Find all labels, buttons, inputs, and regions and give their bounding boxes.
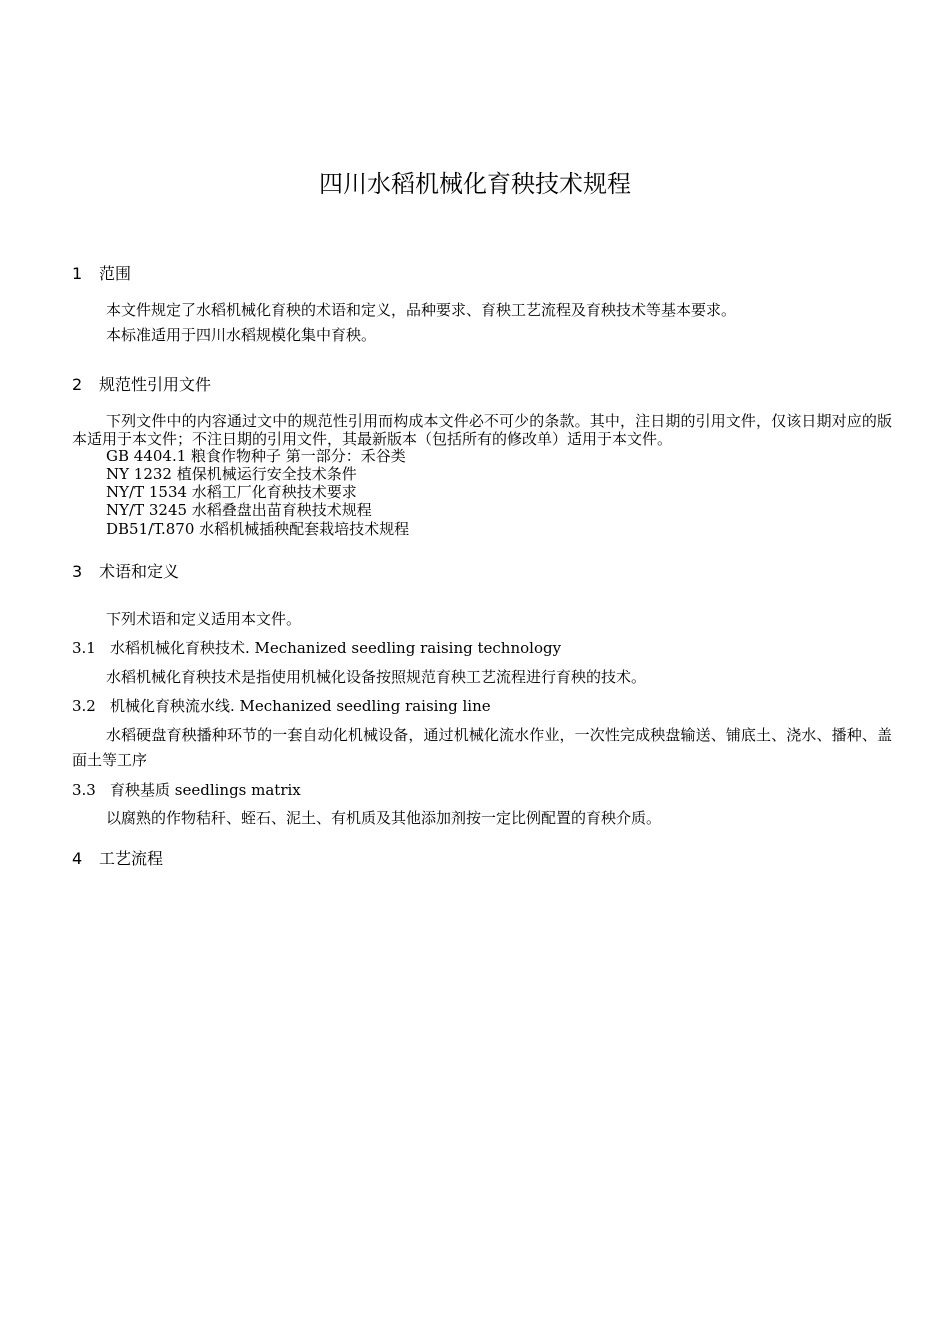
section-title: 工艺流程 (99, 849, 164, 868)
section-heading-process (72, 848, 163, 870)
term-heading (72, 781, 301, 800)
term-definition: 水稻硬盘育秧播种环节的一套自动化机械设备，通过机械化流水作业，一次性完成秧盘输送、铺底土、浇水、播种、盖面土等工序 (72, 726, 892, 769)
reference-item: NY/T 3245 水稻叠盘出苗育秧技术规程 (106, 501, 372, 519)
section-number: 4 (72, 849, 83, 868)
term-number: 3.3 (72, 781, 96, 799)
section-number: 2 (72, 375, 83, 394)
term-number: 3.1 (72, 639, 96, 657)
term-definition: 以腐熟的作物秸秆、蛭石、泥土、有机质及其他添加剂按一定比例配置的育秧介质。 (106, 809, 662, 827)
section-number: 3 (72, 562, 83, 581)
reference-item: NY/T 1534 水稻工厂化育秧技术要求 (106, 483, 357, 501)
term-name: 机械化育秧流水线. Mechanized seedling raising line (110, 697, 491, 715)
paragraph: 下列术语和定义适用本文件。 (106, 610, 302, 628)
section-title: 规范性引用文件 (99, 375, 212, 394)
reference-item: GB 4404.1 粮食作物种子 第一部分：禾谷类 (106, 447, 406, 465)
section-title: 术语和定义 (99, 562, 180, 581)
section-heading-normative-references (72, 374, 211, 396)
reference-item: DB51/T.870 水稻机械插秧配套栽培技术规程 (106, 520, 410, 538)
paragraph: 本文件规定了水稻机械化育秧的术语和定义，品种要求、育秧工艺流程及育秧技术等基本要求。 (106, 301, 737, 319)
section-number: 1 (72, 264, 83, 283)
paragraph: 本标准适用于四川水稻规模化集中育秧。 (106, 326, 377, 344)
document-title: 四川水稻机械化育秧技术规程 (319, 170, 631, 198)
term-heading (72, 639, 561, 658)
section-heading-terms (72, 561, 179, 583)
reference-item: NY 1232 植保机械运行安全技术条件 (106, 465, 357, 483)
term-heading (72, 697, 491, 716)
section-title: 范围 (99, 264, 132, 283)
section-heading-scope (72, 263, 131, 285)
term-definition: 水稻机械化育秧技术是指使用机械化设备按照规范育秧工艺流程进行育秧的技术。 (106, 668, 647, 686)
term-name: 育秧基质 seedlings matrix (110, 781, 301, 799)
term-name: 水稻机械化育秧技术. Mechanized seedling raising technology (110, 639, 562, 657)
paragraph: 下列文件中的内容通过文中的规范性引用而构成本文件必不可少的条款。其中，注日期的引用文件，仅该日期对应的版本适用于本文件；不注日期的引用文件，其最新版本（包括所有的修改单）适用于本文件。 (72, 412, 892, 448)
term-number: 3.2 (72, 697, 96, 715)
